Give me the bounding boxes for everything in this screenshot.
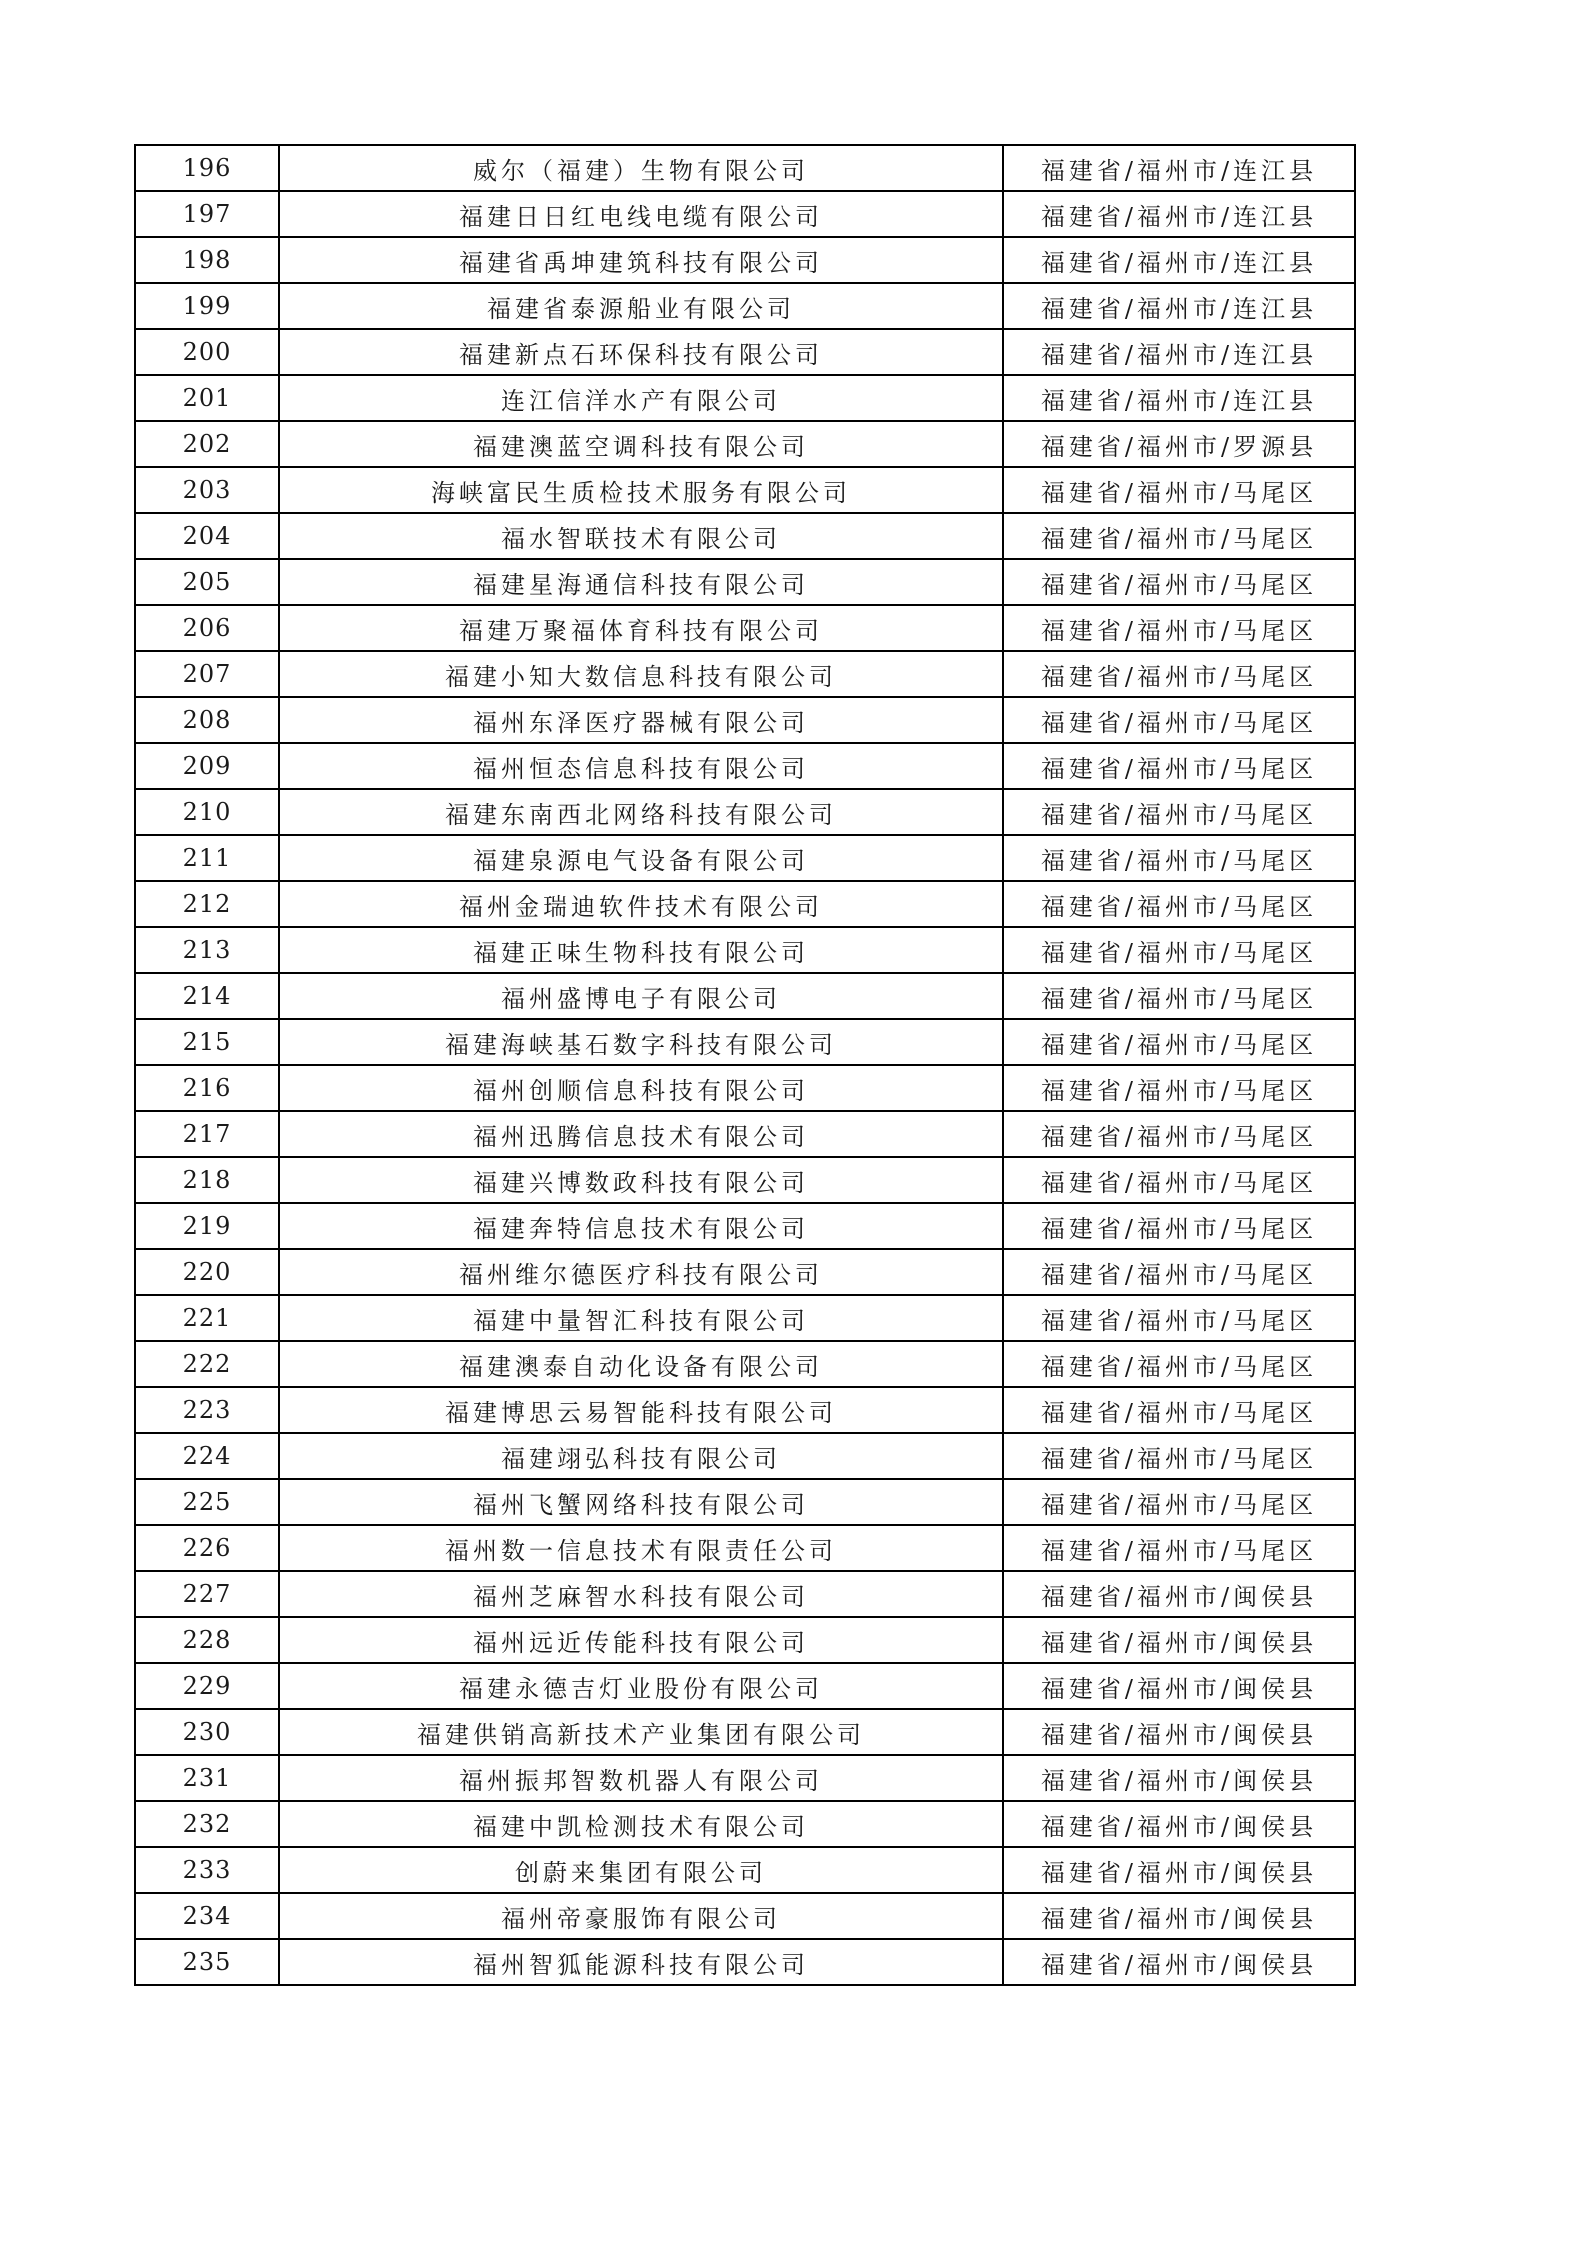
company-name: 福州盛博电子有限公司 <box>279 973 1003 1019</box>
region: 福建省/福州市/闽侯县 <box>1003 1847 1355 1893</box>
table-row <box>135 973 1355 1019</box>
company-name: 福建万聚福体育科技有限公司 <box>279 605 1003 651</box>
company-name: 福州创顺信息科技有限公司 <box>279 1065 1003 1111</box>
region: 福建省/福州市/马尾区 <box>1003 927 1355 973</box>
table-row <box>135 881 1355 927</box>
region: 福建省/福州市/闽侯县 <box>1003 1755 1355 1801</box>
company-name: 福州东泽医疗器械有限公司 <box>279 697 1003 743</box>
table-row <box>135 1065 1355 1111</box>
row-number: 212 <box>135 881 279 927</box>
row-number: 199 <box>135 283 279 329</box>
table-row <box>135 1111 1355 1157</box>
row-number: 200 <box>135 329 279 375</box>
region: 福建省/福州市/马尾区 <box>1003 973 1355 1019</box>
row-number: 219 <box>135 1203 279 1249</box>
row-number: 232 <box>135 1801 279 1847</box>
region: 福建省/福州市/马尾区 <box>1003 743 1355 789</box>
table-row <box>135 835 1355 881</box>
company-name: 福建中凯检测技术有限公司 <box>279 1801 1003 1847</box>
company-name: 福建新点石环保科技有限公司 <box>279 329 1003 375</box>
region: 福建省/福州市/马尾区 <box>1003 697 1355 743</box>
region: 福建省/福州市/马尾区 <box>1003 513 1355 559</box>
row-number: 223 <box>135 1387 279 1433</box>
row-number: 229 <box>135 1663 279 1709</box>
table-row <box>135 421 1355 467</box>
region: 福建省/福州市/马尾区 <box>1003 1249 1355 1295</box>
row-number: 202 <box>135 421 279 467</box>
company-name: 福建中量智汇科技有限公司 <box>279 1295 1003 1341</box>
row-number: 225 <box>135 1479 279 1525</box>
row-number: 227 <box>135 1571 279 1617</box>
region: 福建省/福州市/连江县 <box>1003 145 1355 191</box>
company-list-table <box>134 144 1356 1986</box>
company-name: 福州芝麻智水科技有限公司 <box>279 1571 1003 1617</box>
region: 福建省/福州市/马尾区 <box>1003 1019 1355 1065</box>
region: 福建省/福州市/马尾区 <box>1003 789 1355 835</box>
company-name: 福建省禹坤建筑科技有限公司 <box>279 237 1003 283</box>
table-row <box>135 1709 1355 1755</box>
company-name: 福建小知大数信息科技有限公司 <box>279 651 1003 697</box>
company-name: 福州振邦智数机器人有限公司 <box>279 1755 1003 1801</box>
row-number: 209 <box>135 743 279 789</box>
row-number: 230 <box>135 1709 279 1755</box>
table-row <box>135 145 1355 191</box>
row-number: 218 <box>135 1157 279 1203</box>
row-number: 226 <box>135 1525 279 1571</box>
company-name: 福建澳蓝空调科技有限公司 <box>279 421 1003 467</box>
row-number: 211 <box>135 835 279 881</box>
table-row <box>135 927 1355 973</box>
table-row <box>135 1157 1355 1203</box>
region: 福建省/福州市/马尾区 <box>1003 1479 1355 1525</box>
table-row <box>135 1019 1355 1065</box>
table-row <box>135 697 1355 743</box>
company-name: 福建正味生物科技有限公司 <box>279 927 1003 973</box>
row-number: 214 <box>135 973 279 1019</box>
row-number: 210 <box>135 789 279 835</box>
region: 福建省/福州市/闽侯县 <box>1003 1617 1355 1663</box>
company-name: 福州帝豪服饰有限公司 <box>279 1893 1003 1939</box>
row-number: 204 <box>135 513 279 559</box>
row-number: 213 <box>135 927 279 973</box>
table-row <box>135 1571 1355 1617</box>
company-name: 福建博思云易智能科技有限公司 <box>279 1387 1003 1433</box>
table-row <box>135 1387 1355 1433</box>
company-name: 福州恒态信息科技有限公司 <box>279 743 1003 789</box>
region: 福建省/福州市/马尾区 <box>1003 1203 1355 1249</box>
table-row <box>135 1203 1355 1249</box>
row-number: 234 <box>135 1893 279 1939</box>
table-row <box>135 1893 1355 1939</box>
table-row <box>135 1341 1355 1387</box>
company-name: 福州金瑞迪软件技术有限公司 <box>279 881 1003 927</box>
company-name: 福州数一信息技术有限责任公司 <box>279 1525 1003 1571</box>
company-name: 威尔（福建）生物有限公司 <box>279 145 1003 191</box>
row-number: 197 <box>135 191 279 237</box>
company-name: 福建省泰源船业有限公司 <box>279 283 1003 329</box>
company-name: 连江信洋水产有限公司 <box>279 375 1003 421</box>
region: 福建省/福州市/马尾区 <box>1003 605 1355 651</box>
table-body <box>135 145 1355 1985</box>
region: 福建省/福州市/连江县 <box>1003 237 1355 283</box>
table-row <box>135 1433 1355 1479</box>
region: 福建省/福州市/连江县 <box>1003 329 1355 375</box>
company-name: 福水智联技术有限公司 <box>279 513 1003 559</box>
region: 福建省/福州市/连江县 <box>1003 375 1355 421</box>
region: 福建省/福州市/闽侯县 <box>1003 1801 1355 1847</box>
region: 福建省/福州市/闽侯县 <box>1003 1893 1355 1939</box>
region: 福建省/福州市/马尾区 <box>1003 881 1355 927</box>
company-name: 福建海峡基石数字科技有限公司 <box>279 1019 1003 1065</box>
row-number: 221 <box>135 1295 279 1341</box>
table-row <box>135 237 1355 283</box>
table-row <box>135 559 1355 605</box>
row-number: 224 <box>135 1433 279 1479</box>
table-row <box>135 1847 1355 1893</box>
region: 福建省/福州市/马尾区 <box>1003 467 1355 513</box>
table-row <box>135 789 1355 835</box>
company-name: 福建永德吉灯业股份有限公司 <box>279 1663 1003 1709</box>
row-number: 205 <box>135 559 279 605</box>
company-name: 福建东南西北网络科技有限公司 <box>279 789 1003 835</box>
row-number: 208 <box>135 697 279 743</box>
table-row <box>135 1663 1355 1709</box>
table-row <box>135 513 1355 559</box>
table-row <box>135 743 1355 789</box>
region: 福建省/福州市/马尾区 <box>1003 1433 1355 1479</box>
table-row <box>135 375 1355 421</box>
row-number: 216 <box>135 1065 279 1111</box>
region: 福建省/福州市/闽侯县 <box>1003 1709 1355 1755</box>
region: 福建省/福州市/马尾区 <box>1003 1111 1355 1157</box>
company-name: 福建翊弘科技有限公司 <box>279 1433 1003 1479</box>
row-number: 217 <box>135 1111 279 1157</box>
table-row <box>135 191 1355 237</box>
company-name: 福州维尔德医疗科技有限公司 <box>279 1249 1003 1295</box>
company-name: 海峡富民生质检技术服务有限公司 <box>279 467 1003 513</box>
table-row <box>135 1295 1355 1341</box>
table-row <box>135 1617 1355 1663</box>
company-name: 福建奔特信息技术有限公司 <box>279 1203 1003 1249</box>
company-name: 福建供销高新技术产业集团有限公司 <box>279 1709 1003 1755</box>
region: 福建省/福州市/闽侯县 <box>1003 1939 1355 1985</box>
company-name: 福建澳泰自动化设备有限公司 <box>279 1341 1003 1387</box>
row-number: 215 <box>135 1019 279 1065</box>
table-row <box>135 1755 1355 1801</box>
company-name: 福州飞蟹网络科技有限公司 <box>279 1479 1003 1525</box>
company-name: 福州迅腾信息技术有限公司 <box>279 1111 1003 1157</box>
table-row <box>135 1249 1355 1295</box>
row-number: 207 <box>135 651 279 697</box>
company-name: 福建日日红电线电缆有限公司 <box>279 191 1003 237</box>
row-number: 203 <box>135 467 279 513</box>
row-number: 235 <box>135 1939 279 1985</box>
company-name: 福建兴博数政科技有限公司 <box>279 1157 1003 1203</box>
company-name: 福州智狐能源科技有限公司 <box>279 1939 1003 1985</box>
row-number: 222 <box>135 1341 279 1387</box>
region: 福建省/福州市/马尾区 <box>1003 1065 1355 1111</box>
table-row <box>135 1939 1355 1985</box>
row-number: 220 <box>135 1249 279 1295</box>
table-row <box>135 467 1355 513</box>
region: 福建省/福州市/闽侯县 <box>1003 1663 1355 1709</box>
table-row <box>135 329 1355 375</box>
region: 福建省/福州市/马尾区 <box>1003 1295 1355 1341</box>
region: 福建省/福州市/马尾区 <box>1003 1387 1355 1433</box>
row-number: 231 <box>135 1755 279 1801</box>
region: 福建省/福州市/马尾区 <box>1003 1157 1355 1203</box>
region: 福建省/福州市/罗源县 <box>1003 421 1355 467</box>
company-name: 福建星海通信科技有限公司 <box>279 559 1003 605</box>
region: 福建省/福州市/马尾区 <box>1003 1525 1355 1571</box>
row-number: 196 <box>135 145 279 191</box>
region: 福建省/福州市/闽侯县 <box>1003 1571 1355 1617</box>
company-name: 福建泉源电气设备有限公司 <box>279 835 1003 881</box>
company-name: 创蔚来集团有限公司 <box>279 1847 1003 1893</box>
row-number: 198 <box>135 237 279 283</box>
region: 福建省/福州市/马尾区 <box>1003 1341 1355 1387</box>
region: 福建省/福州市/连江县 <box>1003 191 1355 237</box>
table-row <box>135 283 1355 329</box>
region: 福建省/福州市/马尾区 <box>1003 559 1355 605</box>
region: 福建省/福州市/马尾区 <box>1003 835 1355 881</box>
row-number: 201 <box>135 375 279 421</box>
region: 福建省/福州市/连江县 <box>1003 283 1355 329</box>
table-row <box>135 1525 1355 1571</box>
row-number: 233 <box>135 1847 279 1893</box>
table-row <box>135 1801 1355 1847</box>
table-row <box>135 605 1355 651</box>
table-row <box>135 651 1355 697</box>
row-number: 228 <box>135 1617 279 1663</box>
region: 福建省/福州市/马尾区 <box>1003 651 1355 697</box>
company-name: 福州远近传能科技有限公司 <box>279 1617 1003 1663</box>
row-number: 206 <box>135 605 279 651</box>
table-row <box>135 1479 1355 1525</box>
